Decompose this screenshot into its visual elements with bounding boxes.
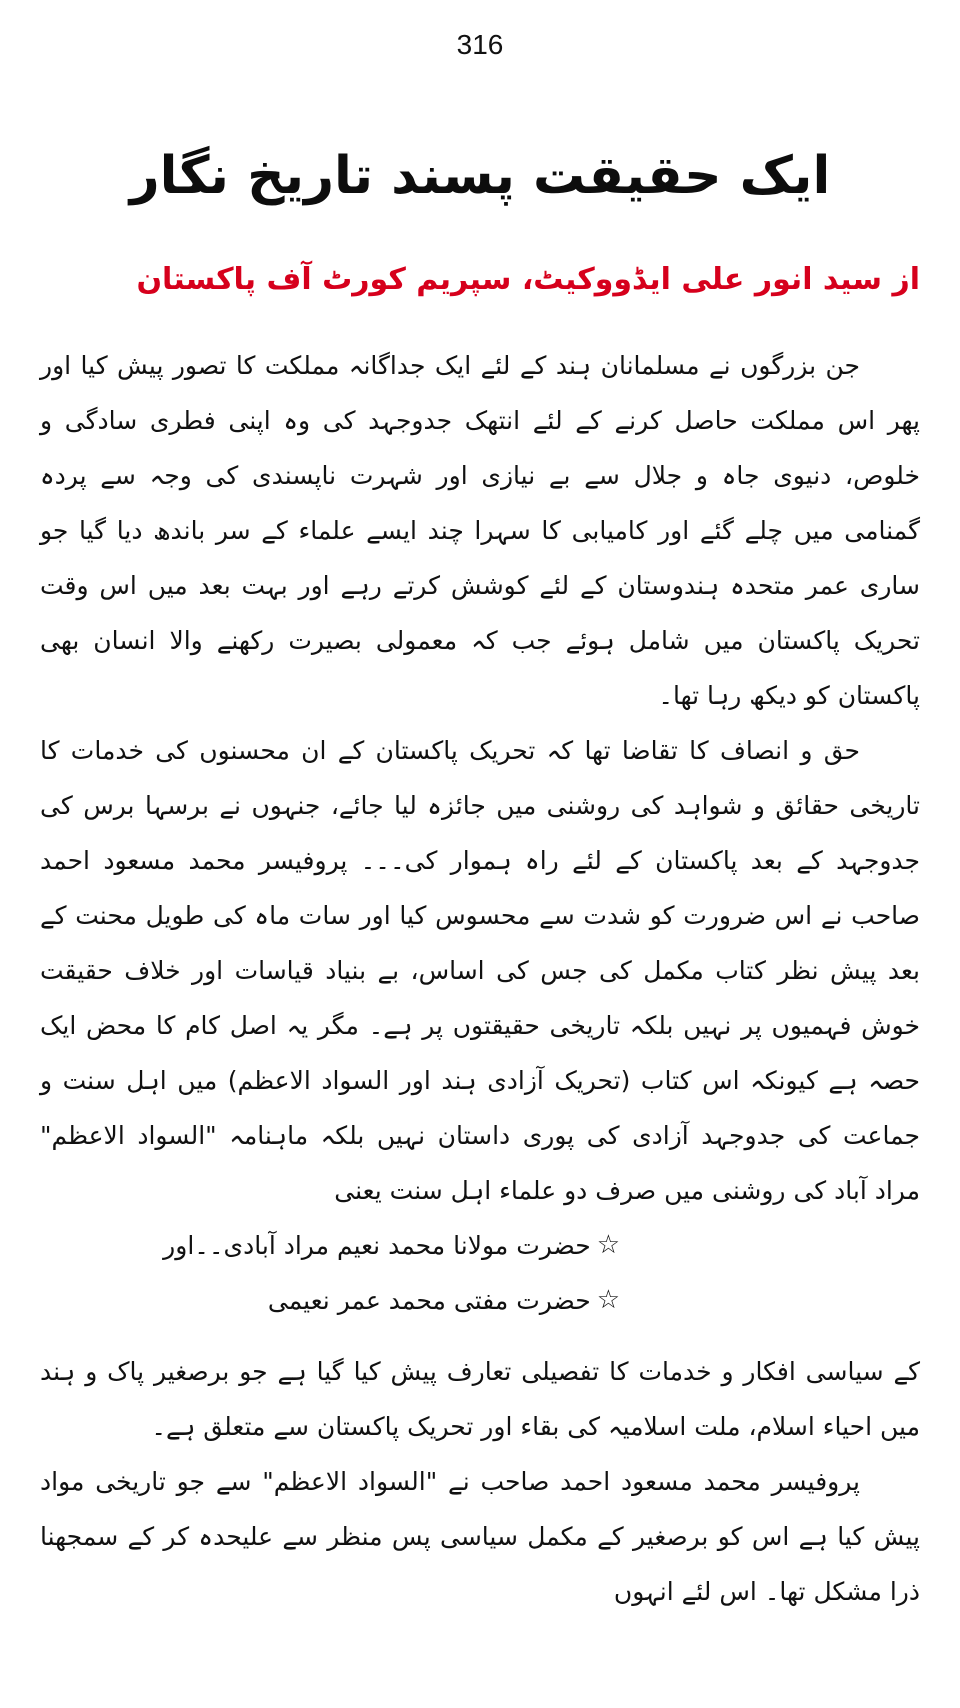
list-item (40, 1218, 920, 1273)
author-byline: از سید انور علی ایڈووکیٹ، سپریم کورٹ آف پاکستان (136, 262, 920, 297)
article-body (40, 338, 920, 1619)
list-item-text: حضرت مفتی محمد عمر نعیمی (267, 1286, 591, 1315)
page-number: 316 (456, 29, 504, 60)
list-item (40, 1273, 920, 1328)
star-icon: ☆ (596, 1230, 620, 1260)
list-item-text: حضرت مولانا محمد نعیم مراد آبادی۔۔اور (163, 1231, 591, 1260)
paragraph-2: حق و انصاف کا تقاضا تھا کہ تحریک پاکستان کے ان محسنوں کی خدمات کا تاریخی حقائق و شواہد کی روشنی میں جائزہ لیا جائے، جنہوں نے برسہا برس کی جدوجہد کے بعد پاکستان کے لئے راہ ہموار کی۔۔۔ پروفیسر محمد مسعود احمد صاحب نے اس ضرورت کو شدت سے محسوس کیا اور سات ماہ کی طویل محنت کے بعد پیش نظر کتاب مکمل کی جس کی اساس، بے بنیاد قیاسات اور خلاف حقیقت خوش فہمیوں پر نہیں بلکہ تاریخی حقیقتوں پر ہے۔ مگر یہ اصل کام کا محض ایک حصہ ہے کیونکہ اس کتاب (تحریک آزادی ہند اور السواد الاعظم) میں اہل سنت و جماعت کی جدوجہد آزادی کی پوری داستان نہیں بلکہ ماہنامہ "السواد الاعظم" مراد آباد کی روشنی میں صرف دو علماء اہل سنت یعنی (40, 736, 920, 1205)
star-icon: ☆ (596, 1285, 620, 1315)
scholar-list (40, 1218, 920, 1328)
paragraph-4: پروفیسر محمد مسعود احمد صاحب نے "السواد الاعظم" سے جو تاریخی مواد پیش کیا ہے اس کو برصغیر کے مکمل سیاسی پس منظر سے علیحدہ کر کے سمجھنا ذرا مشکل تھا۔ اس لئے انہوں (40, 1467, 920, 1606)
page-title: ایک حقیقت پسند تاریخ نگار (129, 146, 831, 206)
paragraph-3: کے سیاسی افکار و خدمات کا تفصیلی تعارف پیش کیا گیا ہے جو برصغیر پاک و ہند میں احیاء اسلام، ملت اسلامیہ کی بقاء اور تحریک پاکستان سے متعلق ہے۔ (40, 1357, 920, 1441)
paragraph-1: جن بزرگوں نے مسلمانان ہند کے لئے ایک جداگانہ مملکت کا تصور پیش کیا اور پھر اس مملکت حاصل کرنے کے لئے انتھک جدوجہد کی وہ اپنی فطری سادگی و خلوص، دنیوی جاہ و جلال سے بے نیازی اور شہرت ناپسندی کی وجہ سے پردہ گمنامی میں چلے گئے اور کامیابی کا سہرا چند ایسے علماء کے سر باندھ دیا گیا جو ساری عمر متحدہ ہندوستان کے لئے کوشش کرتے رہے اور بہت بعد میں اس وقت تحریک پاکستان میں شامل ہوئے جب کہ معمولی بصیرت رکھنے والا انسان بھی پاکستان کو دیکھ رہا تھا۔ (40, 351, 920, 710)
